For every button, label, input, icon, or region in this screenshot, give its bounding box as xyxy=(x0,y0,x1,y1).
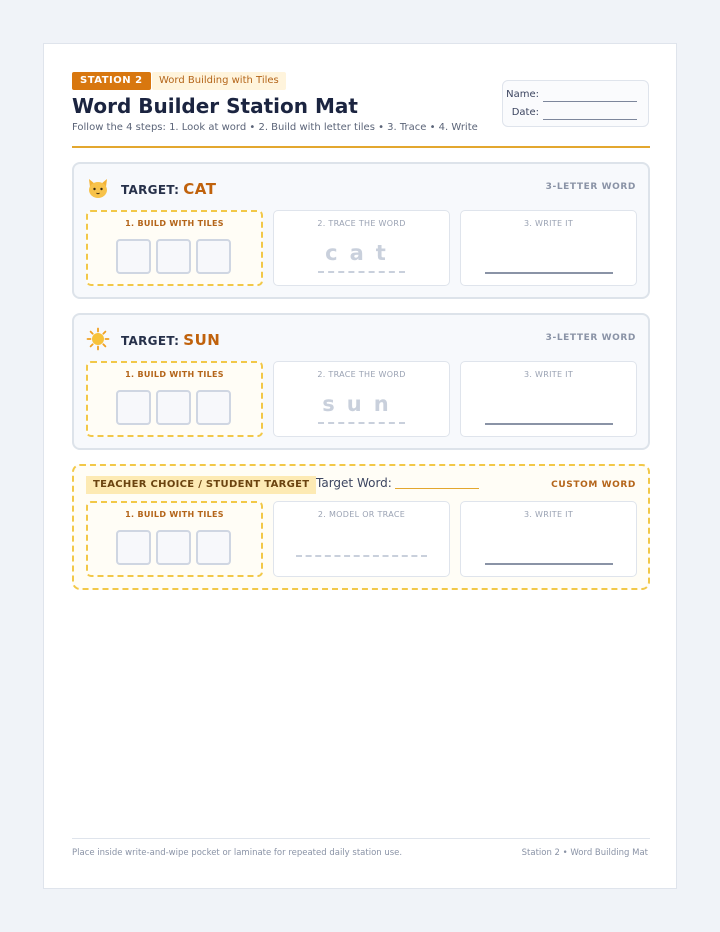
build-tiles-box[interactable] xyxy=(86,210,263,286)
word-card-sun xyxy=(72,313,650,450)
write-box[interactable] xyxy=(460,501,637,577)
page-title: Word Builder Station Mat xyxy=(72,94,358,118)
teacher-choice-tag: TEACHER CHOICE / STUDENT TARGET xyxy=(86,476,316,494)
trace-word: cat xyxy=(325,241,398,265)
letter-tile-slot[interactable] xyxy=(196,239,231,274)
page-subtitle: Follow the 4 steps: 1. Look at word • 2. Build with letter tiles • 3. Trace • 4. Write xyxy=(72,122,478,133)
letter-tile-slot[interactable] xyxy=(156,530,191,565)
footer-divider xyxy=(72,838,650,839)
trace-guide-line xyxy=(318,422,405,424)
station-mat-page xyxy=(43,43,677,889)
letter-tile-slot[interactable] xyxy=(156,390,191,425)
footer-note: Place inside write-and-wipe pocket or laminate for repeated daily station use. xyxy=(72,848,403,858)
station-badge: STATION 2 xyxy=(72,72,151,90)
build-label: 1. BUILD WITH TILES xyxy=(125,370,224,379)
write-line xyxy=(485,423,613,425)
trace-guide-line xyxy=(318,271,405,273)
letter-tile-slot[interactable] xyxy=(116,390,151,425)
target-label: TARGET: xyxy=(121,334,180,348)
letter-tile-slot[interactable] xyxy=(116,239,151,274)
letter-tile-slot[interactable] xyxy=(196,390,231,425)
name-field[interactable] xyxy=(503,89,643,103)
build-label: 1. BUILD WITH TILES xyxy=(125,219,224,228)
word-kind-label: CUSTOM WORD xyxy=(551,480,636,490)
trace-label: 2. TRACE THE WORD xyxy=(317,219,406,228)
target-word: CAT xyxy=(183,180,217,198)
card-target xyxy=(121,331,220,349)
target-word-label: Target Word: xyxy=(316,476,392,490)
name-line xyxy=(543,101,637,102)
trace-label: 2. TRACE THE WORD xyxy=(317,370,406,379)
trace-word: sun xyxy=(322,392,401,416)
date-label: Date: xyxy=(511,107,539,118)
letter-tile-slot[interactable] xyxy=(156,239,191,274)
write-label: 3. WRITE IT xyxy=(523,510,574,519)
trace-label: 2. MODEL OR TRACE xyxy=(317,510,406,519)
target-label: TARGET: xyxy=(121,183,180,197)
trace-box[interactable] xyxy=(273,361,450,437)
build-tiles-box[interactable] xyxy=(86,501,263,577)
build-label: 1. BUILD WITH TILES xyxy=(125,510,224,519)
footer-station-label: Station 2 • Word Building Mat xyxy=(521,848,648,858)
word-card-custom xyxy=(72,464,650,590)
model-trace-box[interactable] xyxy=(273,501,450,577)
write-box[interactable] xyxy=(460,361,637,437)
write-line xyxy=(485,563,613,565)
write-label: 3. WRITE IT xyxy=(523,370,574,379)
letter-tile-slot[interactable] xyxy=(196,530,231,565)
date-field[interactable] xyxy=(503,107,643,121)
write-label: 3. WRITE IT xyxy=(523,219,574,228)
card-target xyxy=(121,180,216,198)
header-divider xyxy=(72,146,650,148)
date-line xyxy=(543,119,637,120)
write-line xyxy=(485,272,613,274)
name-label: Name: xyxy=(506,89,539,100)
word-card-cat xyxy=(72,162,650,299)
trace-guide-line xyxy=(296,555,427,557)
build-tiles-box[interactable] xyxy=(86,361,263,437)
target-word: SUN xyxy=(183,331,221,349)
cat-face-icon xyxy=(86,176,110,200)
sun-icon xyxy=(86,327,110,351)
word-kind-label: 3-LETTER WORD xyxy=(545,333,636,343)
station-tag: Word Building with Tiles xyxy=(152,72,286,90)
target-word-input-line[interactable] xyxy=(395,488,479,489)
word-kind-label: 3-LETTER WORD xyxy=(545,182,636,192)
name-date-box xyxy=(502,80,649,127)
write-box[interactable] xyxy=(460,210,637,286)
letter-tile-slot[interactable] xyxy=(116,530,151,565)
trace-box[interactable] xyxy=(273,210,450,286)
